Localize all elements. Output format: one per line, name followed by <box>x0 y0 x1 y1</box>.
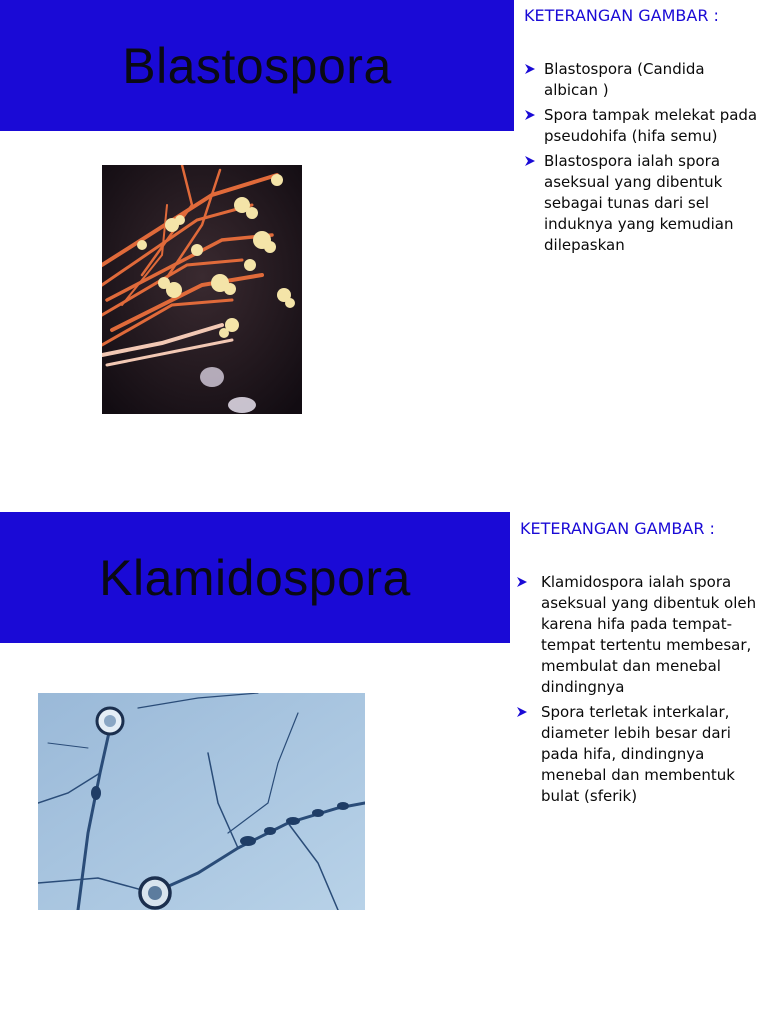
micrograph-klamidospora <box>38 693 365 910</box>
caption-list <box>524 59 762 260</box>
caption-item <box>516 702 766 807</box>
arrowhead-bullet-icon <box>524 105 544 125</box>
caption-heading: KETERANGAN GAMBAR : <box>520 519 715 538</box>
caption-item <box>524 151 762 256</box>
slide-title: Blastospora <box>122 37 392 94</box>
slide-title: Klamidospora <box>99 549 411 606</box>
caption-heading: KETERANGAN GAMBAR : <box>524 6 719 25</box>
caption-text: Blastospora ialah spora aseksual yang dibentuk sebagai tunas dari sel induknya yang kemudian dilepaskan <box>544 152 734 254</box>
caption-item <box>524 105 762 147</box>
caption-item <box>516 572 766 698</box>
caption-text: Klamidospora ialah spora aseksual yang dibentuk oleh karena hifa pada tempat-tempat tertentu membesar, membulat dan menebal dindingnya <box>541 573 757 696</box>
caption-text: Spora tampak melekat pada pseudohifa (hifa semu) <box>544 106 758 145</box>
caption-text: Blastospora (Candida albican ) <box>544 60 705 99</box>
arrowhead-bullet-icon <box>524 59 544 79</box>
micrograph-blastospora <box>102 165 302 414</box>
caption-text: Spora terletak interkalar, diameter lebih besar dari pada hifa, dindingnya menebal dan membentuk bulat (sferik) <box>541 703 735 805</box>
arrowhead-bullet-icon <box>516 572 541 592</box>
arrowhead-bullet-icon <box>524 151 544 171</box>
caption-list <box>516 572 766 811</box>
slide-klamidospora <box>0 512 768 1024</box>
caption-item <box>524 59 762 101</box>
title-bar <box>0 0 514 131</box>
arrowhead-bullet-icon <box>516 702 541 722</box>
title-bar <box>0 512 510 643</box>
